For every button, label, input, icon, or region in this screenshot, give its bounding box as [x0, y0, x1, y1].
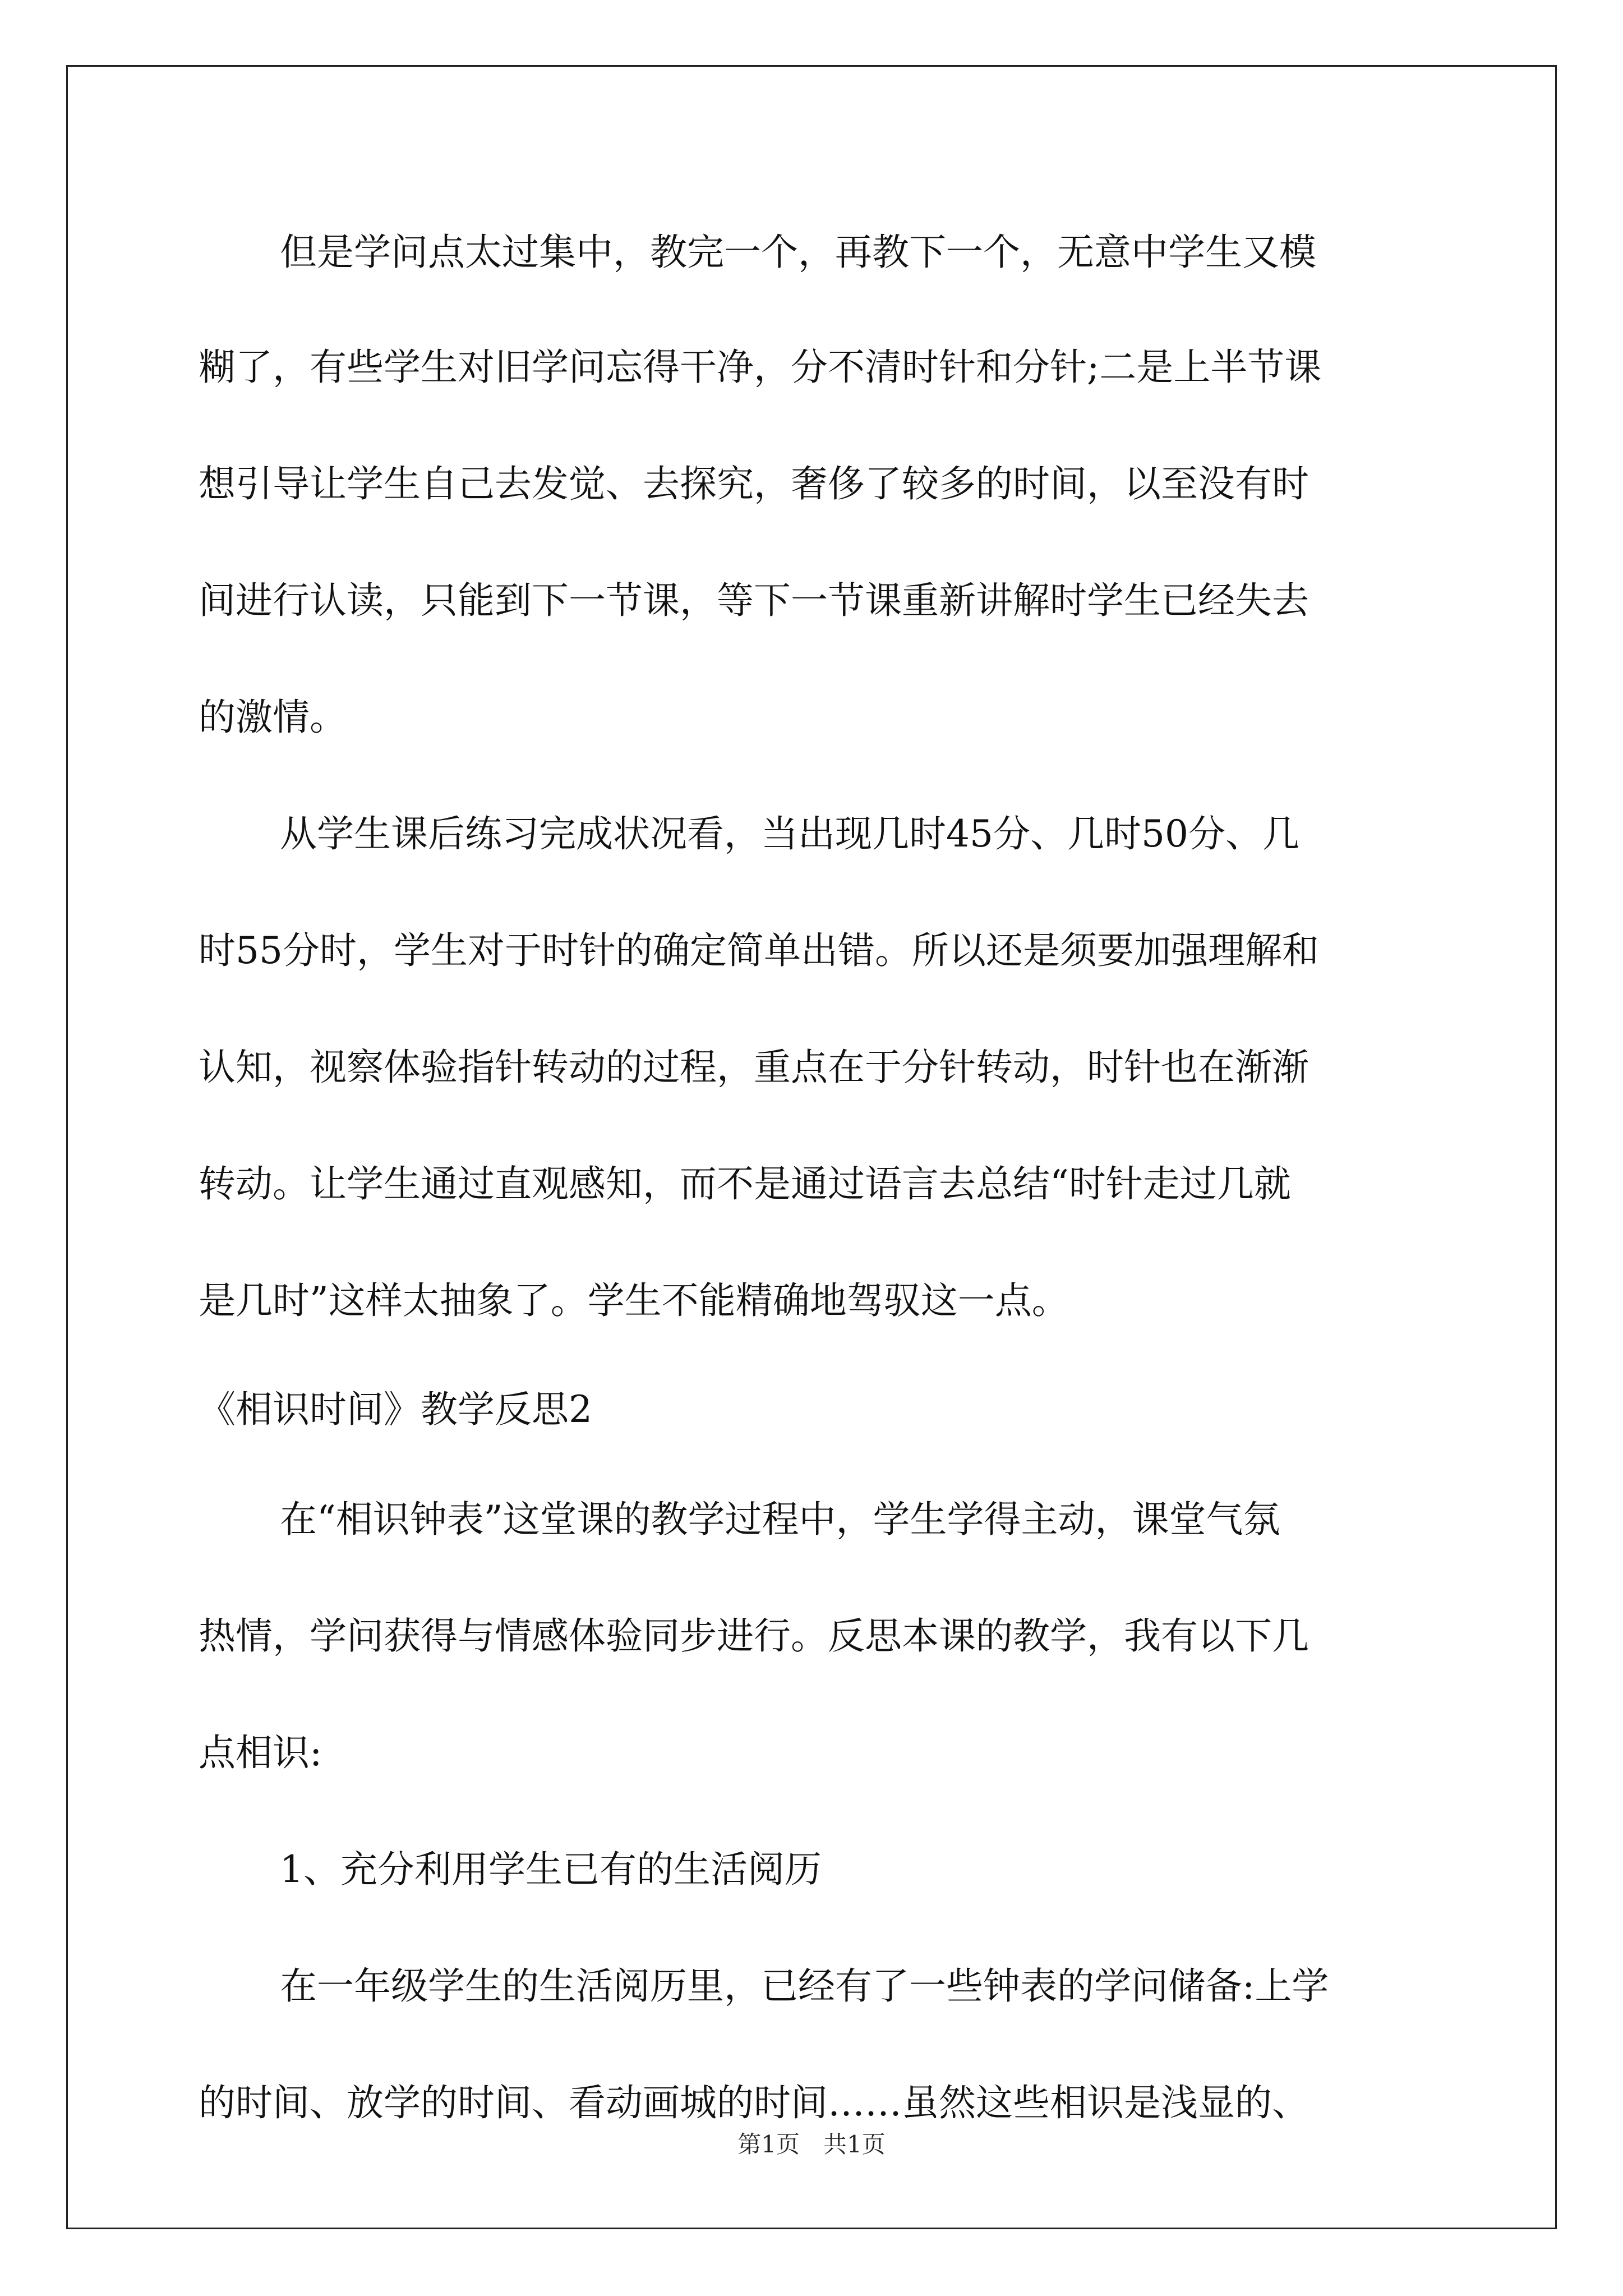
list-item-heading: 1、充分利用学生已有的生活阅历 [280, 1850, 822, 1889]
text-line: 糊了，有些学生对旧学问忘得干净，分不清时针和分针;二是上半节课 [199, 348, 1322, 387]
text-line: 点相识: [199, 1733, 322, 1773]
text-line: 间进行认读，只能到下一节课，等下一节课重新讲解时学生已经失去 [199, 581, 1309, 620]
text-line: 在“相识钟表”这堂课的教学过程中，学生学得主动，课堂气氛 [280, 1500, 1280, 1539]
text-line: 的时间、放学的时间、看动画城的时间……虽然这些相识是浅显的、 [199, 2083, 1309, 2123]
text-line: 认知，视察体验指针转动的过程，重点在于分针转动，时针也在渐渐 [199, 1048, 1309, 1087]
text-line: 想引导让学生自己去发觉、去探究，奢侈了较多的时间，以至没有时 [199, 464, 1309, 504]
text-line: 但是学问点太过集中，教完一个，再教下一个，无意中学生又模 [280, 233, 1316, 272]
page-number-footer: 第1页 共1页 [737, 2131, 886, 2158]
text-line: 时55分时，学生对于时针的确定简单出错。所以还是须要加强理解和 [199, 931, 1319, 970]
text-line: 从学生课后练习完成状况看，当出现几时45分、几时50分、几 [280, 815, 1299, 854]
text-line: 转动。让学生通过直观感知，而不是通过语言去总结“时针走过几就 [199, 1165, 1291, 1204]
section-heading: 《相识时间》教学反思2 [199, 1390, 592, 1429]
page-border [66, 65, 1557, 2229]
text-line: 的激情。 [199, 698, 347, 737]
text-line: 是几时”这样太抽象了。学生不能精确地驾驭这一点。 [199, 1281, 1069, 1320]
text-line: 在一年级学生的生活阅历里，已经有了一些钟表的学问储备:上学 [280, 1967, 1329, 2006]
text-line: 热情，学问获得与情感体验同步进行。反思本课的教学，我有以下几 [199, 1617, 1309, 1656]
